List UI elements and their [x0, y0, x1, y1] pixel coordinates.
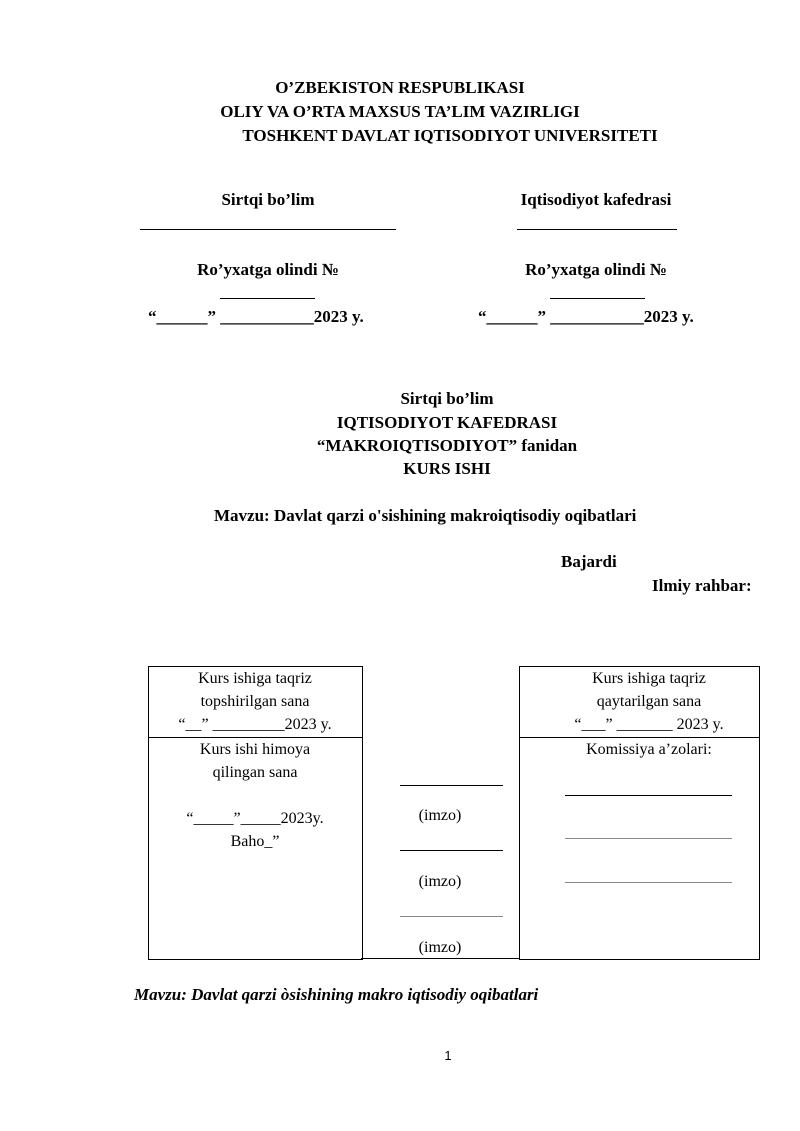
- cell-review-submitted: [148, 667, 362, 736]
- right-registration-label: Ro’yxatga olindi №: [525, 260, 667, 279]
- right-signature-line: [517, 229, 677, 230]
- right-registration-number-line: [550, 298, 645, 299]
- signature-line-1: [400, 785, 503, 786]
- defended-line1: Kurs ishi himoya: [199, 741, 311, 758]
- left-registration-label: Ro’yxatga olindi №: [197, 260, 339, 279]
- header-ministry-line1: O’ZBEKISTON RESPUBLIKASI: [275, 78, 525, 97]
- defended-date: “_____”_____2023y.: [186, 810, 324, 827]
- page-number: 1: [444, 1048, 452, 1063]
- commission-line-1: [565, 795, 732, 796]
- topic-title: Mavzu: Davlat qarzi o'sishining makroiqtisodiy oqibatlari: [214, 506, 637, 525]
- signature-label-2: (imzo): [418, 873, 462, 890]
- submitted-line2: topshirilgan sana: [200, 693, 310, 710]
- header-university: TOSHKENT DAVLAT IQTISODIYOT UNIVERSITETI: [242, 126, 658, 145]
- supervisor-label: Ilmiy rahbar:: [652, 576, 752, 595]
- left-department-title: Sirtqi bo’lim: [221, 190, 315, 209]
- spacer: [148, 784, 362, 807]
- right-registration-date: “______” ___________2023 y.: [478, 307, 694, 326]
- returned-date: “___” _______ 2023 y.: [574, 716, 724, 733]
- submitted-date: “__” _________2023 y.: [178, 716, 332, 733]
- title-department: Sirtqi bo’lim: [400, 389, 494, 408]
- returned-line1: Kurs ishiga taqriz: [592, 670, 706, 687]
- left-registration-number-line: [220, 298, 315, 299]
- commission-line-2: [565, 838, 732, 839]
- title-kafedra: IQTISODIYOT KAFEDRASI: [336, 413, 558, 432]
- cell-defense-date: [148, 738, 362, 853]
- right-department-title: Iqtisodiyot kafedrasi: [520, 190, 672, 209]
- left-signature-line: [140, 229, 396, 230]
- left-registration-date: “______” ___________2023 y.: [148, 307, 364, 326]
- signature-line-2: [400, 850, 503, 851]
- header-ministry-line2: OLIY VA O’RTA MAXSUS TA’LIM VAZIRLIGI: [220, 102, 580, 121]
- signature-label-3: (imzo): [418, 939, 462, 956]
- defended-line2: qilingan sana: [212, 764, 298, 781]
- bajardi-label: Bajardi: [561, 552, 617, 571]
- title-subject: “MAKROIQTISODIYOT” fanidan: [316, 436, 578, 455]
- signature-line-3: [400, 916, 503, 917]
- title-course-work: KURS ISHI: [403, 459, 491, 478]
- commission-line-3: [565, 882, 732, 883]
- cell-review-returned: [519, 667, 779, 736]
- submitted-line1: Kurs ishiga taqriz: [198, 670, 312, 687]
- grade-label: Baho_”: [230, 833, 280, 850]
- footer-topic: Mavzu: Davlat qarzi òsishining makro iqtisodiy oqibatlari: [134, 985, 539, 1004]
- returned-line2: qaytarilgan sana: [596, 693, 702, 710]
- signature-label-1: (imzo): [418, 807, 462, 824]
- commission-label: Komissiya a’zolari:: [586, 741, 712, 758]
